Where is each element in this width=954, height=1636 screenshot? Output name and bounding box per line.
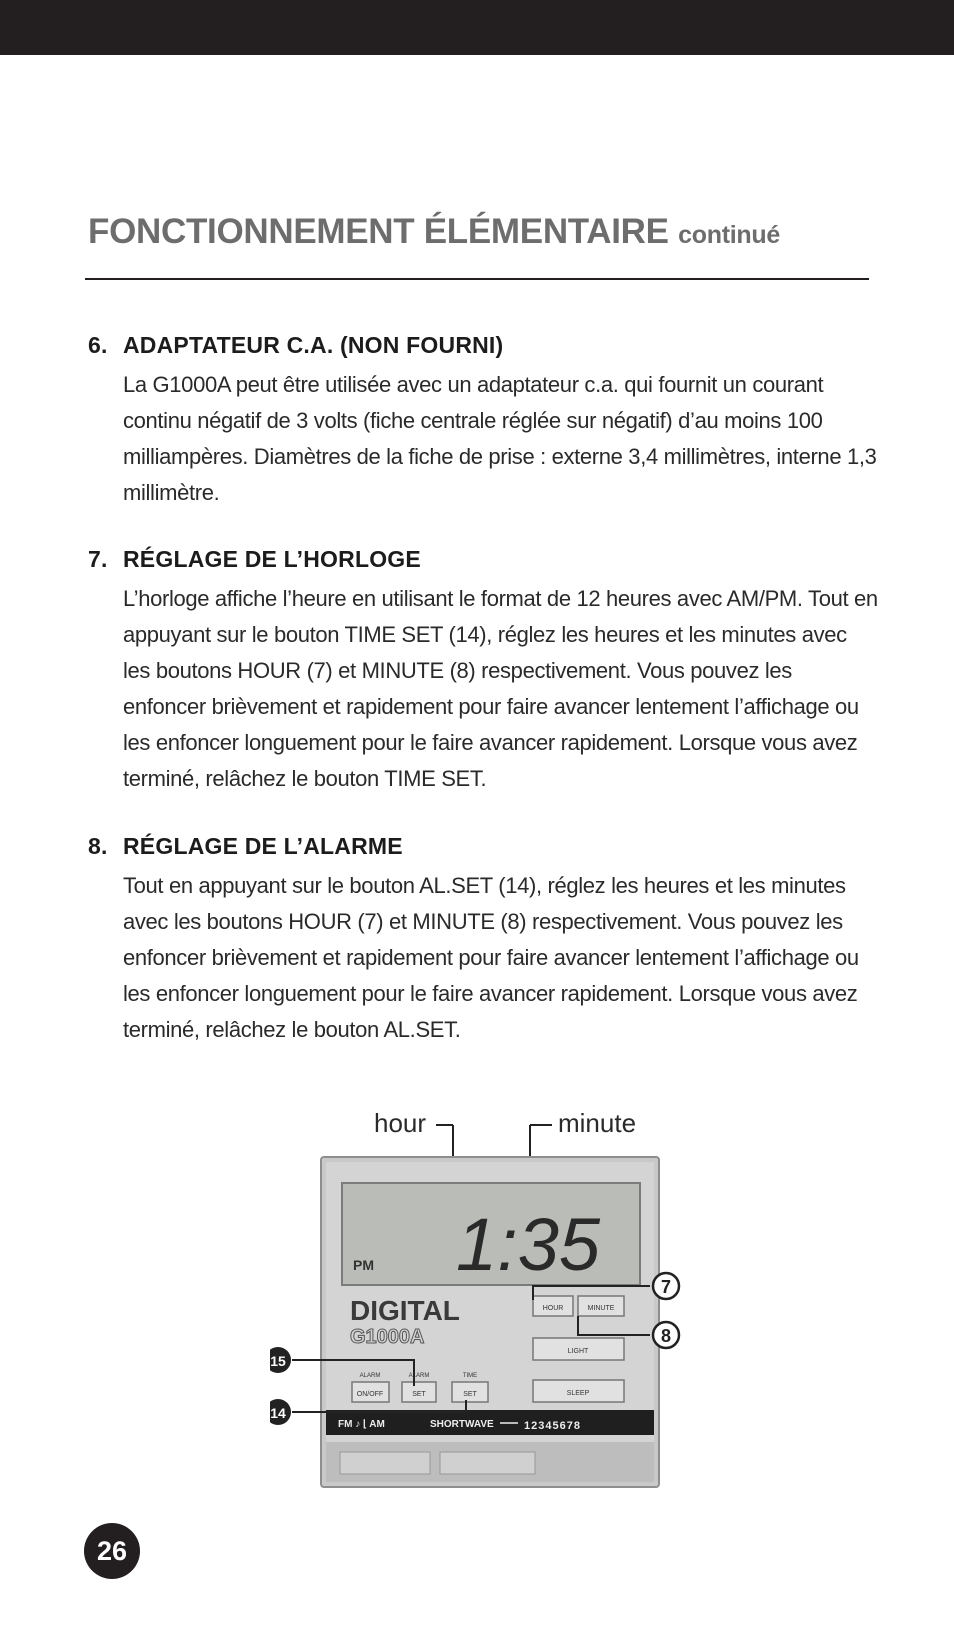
section-number: 8. xyxy=(88,833,108,859)
page-title-text: FONCTIONNEMENT ÉLÉMENTAIRE xyxy=(88,212,669,251)
model-text: G1000A xyxy=(350,1326,425,1348)
alarm-label-1: ALARM xyxy=(359,1373,381,1379)
time-set-label: SET xyxy=(463,1391,477,1398)
alarm-set-label: SET xyxy=(412,1391,426,1398)
section-body: L’horloge affiche l’heure en utilisant le format de 12 heures avec AM/PM. Tout en appuyant sur le bouton TIME SET (14), réglez les heures et les minutes avec les boutons HOUR (7) et MINUTE (8) respectivement. Vous pouvez les enfoncer brièvement et rapidement pour faire avancer lentement l’affichage ou les enfoncer longuement pour le faire avancer rapidement. Lorsque vous avez terminé, relâchez le bouton TIME SET. xyxy=(123,586,878,791)
section-body: Tout en appuyant sur le bouton AL.SET (14), réglez les heures et les minutes avec les boutons HOUR (7) et MINUTE (8) respectivement. Vous pouvez les enfoncer brièvement et rapidement pour faire avancer lentement l’affichage ou les enfoncer longuement pour le faire avancer rapidement. Lorsque vous avez terminé, relâchez le bouton AL.SET. xyxy=(123,873,859,1042)
section-body: La G1000A peut être utilisée avec un adaptateur c.a. qui fournit un courant continu négatif de 3 volts (fiche centrale réglée sur négatif) d’au moins 100 milliampères. Diamètres de la fiche de prise : externe 3,4 millimètres, interne 1,3 millimètre. xyxy=(123,372,877,505)
label-hour: hour xyxy=(374,1108,427,1138)
section-heading-text: ADAPTATEUR C.A. (NON FOURNI) xyxy=(123,332,504,358)
page-title xyxy=(88,212,780,252)
light-button-label: LIGHT xyxy=(567,1348,589,1355)
brand-text: DIGITAL xyxy=(350,1295,460,1326)
page-number: 26 xyxy=(84,1523,140,1579)
label-minute: minute xyxy=(558,1108,637,1138)
section-number: 6. xyxy=(88,332,108,358)
radio-illustration xyxy=(270,1100,730,1500)
sleep-button-label: SLEEP xyxy=(566,1390,590,1397)
section-ac-adapter xyxy=(88,332,878,511)
band-shortwave: SHORTWAVE xyxy=(430,1419,494,1430)
alarm-label-2: ALARM xyxy=(408,1373,430,1379)
band-numbers: 12345678 xyxy=(524,1420,581,1432)
section-number: 7. xyxy=(88,546,108,572)
minute-button-label: MINUTE xyxy=(587,1305,615,1312)
section-alarm-setting xyxy=(88,833,878,1048)
top-bar xyxy=(0,0,954,55)
section-heading xyxy=(88,833,878,860)
time-label: TIME xyxy=(462,1373,478,1379)
section-clock-setting xyxy=(88,546,878,797)
callout-8-number: 8 xyxy=(660,1326,672,1346)
section-heading-text: RÉGLAGE DE L’ALARME xyxy=(123,833,403,859)
radio-figure xyxy=(270,1100,730,1500)
hour-button-label: HOUR xyxy=(542,1305,564,1312)
band-fm-am: FM ♪ ⌊ AM xyxy=(338,1419,385,1430)
page-title-suffix: continué xyxy=(678,221,780,249)
alarm-onoff-label: ON/OFF xyxy=(356,1391,384,1398)
section-heading-text: RÉGLAGE DE L’HORLOGE xyxy=(123,546,421,572)
callout-14-number: 14 xyxy=(270,1405,286,1421)
slide-switch-right[interactable] xyxy=(440,1452,535,1474)
callout-7-number: 7 xyxy=(660,1277,672,1297)
lcd-time: 1:35 xyxy=(456,1203,601,1286)
lcd-pm: PM xyxy=(353,1257,374,1273)
slide-switch-left[interactable] xyxy=(340,1452,430,1474)
title-divider xyxy=(85,278,869,280)
section-heading xyxy=(88,546,878,573)
callout-15-number: 15 xyxy=(270,1353,286,1369)
section-heading xyxy=(88,332,878,359)
